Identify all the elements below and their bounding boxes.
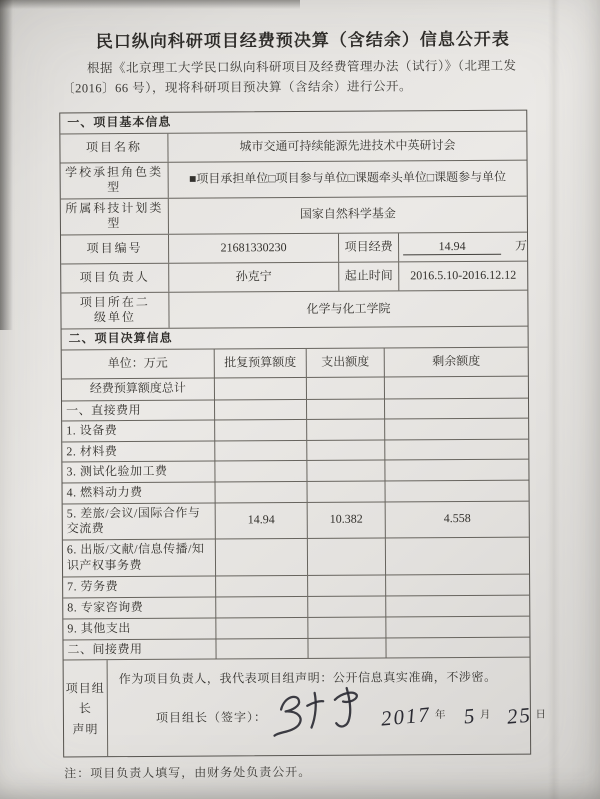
budget-cell-approved [216,539,308,576]
budget-row-label: 2. 材料费 [62,441,215,462]
budget-cell-spent [307,461,385,481]
budget-cell-spent [308,617,386,637]
row-leader-duration [61,261,527,293]
plan-type-value: 国家自然科学基金 [299,206,396,222]
budget-unit-label: 单位：万元 [62,349,215,378]
budget-cell-remaining [385,439,528,459]
budget-cell-spent [308,638,386,658]
project-number-value: 21681330230 [169,234,339,263]
budget-cell-remaining [385,419,528,439]
form-table [59,109,546,758]
declaration-statement: 作为项目负责人，我代表项目组声明：公开信息真实准确，不涉密。 [118,670,497,687]
budget-row-label: 一、直接费用 [62,400,215,421]
date-year-number: 2017 [379,701,432,731]
section2-heading-row [62,327,528,350]
sign-label: 项目组长（签字）： [155,709,267,725]
declaration-row [64,658,546,757]
budget-header-row [62,347,528,379]
date-month-char: 月 [479,709,491,721]
budget-col-remaining: 剩余额度 [432,353,481,369]
budget-row-indirect [63,637,529,660]
budget-cell-spent [307,399,385,419]
leader-label: 项目负责人 [61,264,169,293]
duration-value: 2016.5.10-2016.12.12 [410,267,517,283]
budget-cell-approved: 14.94 [216,503,308,539]
budget-cell-remaining [386,574,529,595]
page-title: 民口纵向科研项目经费预决算（含结余）信息公开表 [95,29,510,52]
duration-label: 起止时间 [339,262,399,290]
budget-cell-remaining [386,637,529,657]
budget-cell-approved [216,576,308,597]
declaration-label [64,661,109,757]
budget-cell-remaining [386,537,529,574]
budget-cell-spent [308,482,386,502]
role-type-checkbox-value: ■项目承担单位□项目参与单位□课题牵头单位□课题参与单位 [189,170,507,186]
budget-cell-approved [215,461,307,481]
intro-paragraph: 根据《北京理工大学民口纵向科研项目及经费管理办法（试行）》（北理工发〔2016〕66 号），现将科研项目预决算（含结余）进行公开。 [62,58,517,96]
footnote: 注：项目负责人填写，由财务处负责公开。 [64,765,312,781]
budget-row-label: 经费预算额度总计 [62,378,215,400]
budget-row-label: 7. 劳务费 [63,576,216,597]
section2-heading: 二、项目决算信息 [68,330,173,346]
leader-value: 孙克宁 [169,263,339,292]
budget-row-fuel-power [63,481,529,504]
budget-row-testing [62,460,528,483]
budget-row-label: 二、间接费用 [63,639,216,660]
budget-row-label: 3. 测试化验加工费 [62,462,215,483]
budget-cell-spent [308,538,386,574]
date-year-char: 年 [434,709,446,721]
budget-row-publication-ip [63,537,529,577]
date-month-number: 5 [462,703,477,729]
budget-row-label: 9. 其他支出 [63,618,216,639]
budget-cell-spent [308,596,386,616]
date-day-number: 25 [505,702,533,729]
budget-cell-approved [215,420,307,440]
budget-row-equipment [62,419,528,442]
budget-cell-remaining [385,398,528,418]
funding-value [399,232,531,261]
budget-cell-approved [216,639,308,659]
funding-unit: 万 [515,238,528,253]
budget-col-approved: 批复预算额度 [215,349,307,378]
budget-row-other [63,616,529,640]
row-project-name [60,131,526,163]
row-department [61,290,527,329]
row-project-number-funding [61,232,527,264]
section1-heading: 一、项目基本信息 [67,114,172,130]
budget-row-travel-conference [63,501,529,540]
budget-row-expert-consult [63,595,529,619]
budget-cell-spent [307,377,385,398]
row-role-type [61,160,527,199]
department-label: 项目所在二级单位 [61,293,169,329]
handwritten-signature-scribble [269,678,382,742]
budget-row-label: 1. 设备费 [62,421,215,442]
budget-row-total [62,376,528,401]
budget-cell-spent [307,420,385,440]
declaration-body [108,658,563,757]
budget-col-spent: 支出额度 [307,348,385,376]
budget-cell-approved [215,400,307,420]
declaration-label-line2: 声明 [72,721,99,736]
project-name-label: 项目名称 [60,133,168,162]
department-value: 化学与化工学院 [306,301,391,316]
budget-cell-approved [215,441,307,461]
budget-cell-remaining [386,616,529,637]
budget-row-label: 8. 专家咨询费 [63,597,216,618]
budget-cell-spent: 10.382 [308,502,386,538]
date-day-char: 日 [535,709,546,721]
plan-type-label: 所属科技计划类型 [61,198,169,234]
budget-row-label: 6. 出版/文献/信息传播/知识产权事务费 [63,539,216,576]
budget-cell-approved [216,597,308,618]
budget-cell-remaining [385,376,528,398]
budget-row-direct [62,398,528,421]
declaration-label-line1: 项目组长 [65,681,105,716]
budget-cell-remaining [386,481,529,501]
project-name-value: 城市交通可持续能源先进技术中英研讨会 [239,137,456,154]
funding-amount: 14.94 [403,238,501,255]
project-number-label: 项目编号 [61,235,169,264]
budget-row-materials [62,439,528,462]
budget-cell-approved [215,378,307,400]
signature-line [156,688,552,746]
budget-cell-spent [308,575,386,595]
budget-cell-approved [216,618,308,639]
budget-row-labor [63,574,529,598]
budget-cell-remaining [385,460,528,480]
budget-cell-remaining [386,595,529,616]
handwritten-date [381,702,552,730]
budget-cell-remaining: 4.558 [443,511,471,526]
role-type-label: 学校承担角色类型 [61,162,169,198]
budget-row-label: 5. 差旅/会议/国际合作与交流费 [63,503,216,539]
section1-heading-row [60,110,526,134]
funding-label: 项目经费 [339,233,399,261]
budget-cell-approved [216,482,308,502]
budget-cell-spent [307,440,385,460]
row-plan-type [61,196,527,235]
budget-row-label: 4. 燃料动力费 [63,483,216,504]
